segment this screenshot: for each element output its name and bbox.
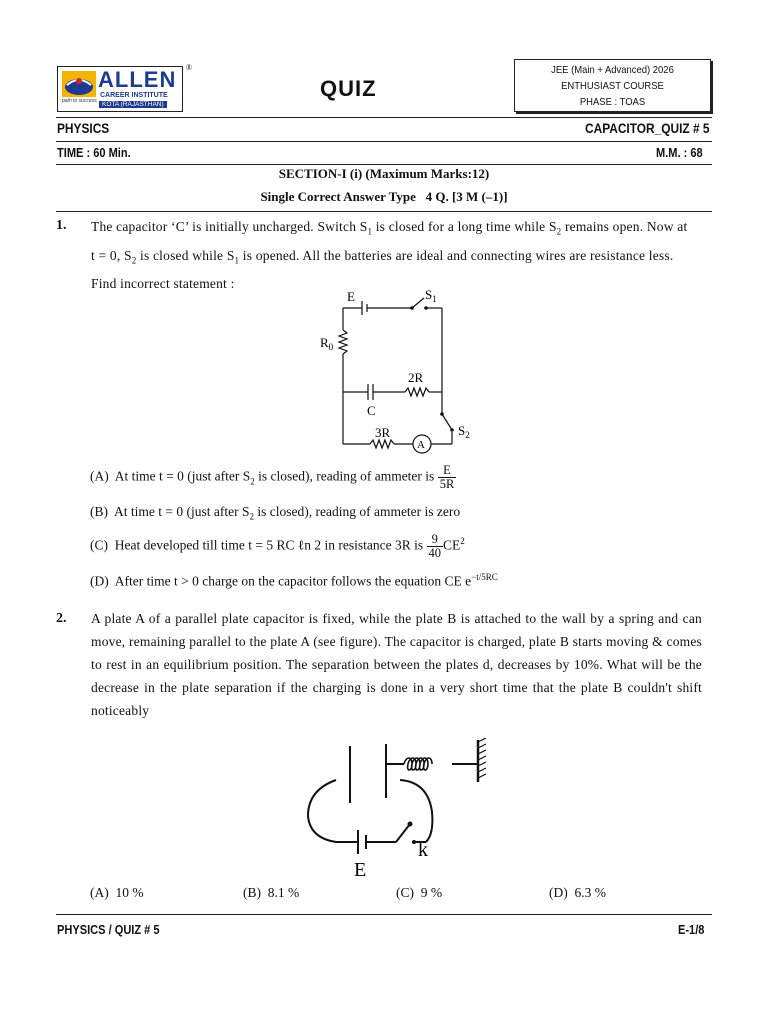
q1-option-c: (C) Heat developed till time t = 5 RC ℓn 2 in resistance 3R is $\frac{9}{40}$ $CE^2$ bbox=[90, 532, 465, 560]
max-marks-label: M.M. : 68 bbox=[656, 145, 703, 160]
fig1-label-3R: 3R bbox=[375, 425, 391, 440]
q2-option-b: (B) 8.1 % bbox=[243, 885, 300, 900]
fig1-label-2R: 2R bbox=[408, 370, 424, 385]
allen-emblem-icon bbox=[62, 71, 96, 97]
fig1-label-S2: $S_2$ bbox=[458, 423, 470, 440]
course-line-2: ENTHUSIAST COURSE bbox=[561, 80, 664, 92]
fig2-label-E: E bbox=[354, 859, 367, 880]
section-subtitle: Single Correct Answer Type 4 Q. [3 M (–1)] bbox=[260, 189, 508, 204]
logo-brand: ALLEN bbox=[98, 67, 177, 92]
fig1-ammeter-label: A bbox=[417, 439, 425, 451]
quiz-code: CAPACITOR_QUIZ # 5 bbox=[585, 120, 710, 136]
q2-option-c: (C) 9 % bbox=[396, 885, 443, 900]
header-divider-1 bbox=[56, 117, 712, 118]
page-title: QUIZ bbox=[320, 76, 377, 101]
footer-page-number: E-1/8 bbox=[678, 922, 705, 937]
allen-logo bbox=[57, 63, 192, 112]
fig1-label-R0: $R_0$ bbox=[320, 335, 334, 352]
course-line-1: JEE (Main + Advanced) 2026 bbox=[551, 64, 674, 76]
footer-left: PHYSICS / QUIZ # 5 bbox=[57, 922, 160, 937]
footer-divider bbox=[56, 914, 712, 915]
section-divider bbox=[56, 211, 712, 212]
course-line-3: PHASE : TOAS bbox=[579, 96, 646, 108]
q1-option-b: (B) At time t = 0 (just after $S_2$ is closed), reading of ammeter is zero bbox=[90, 504, 461, 522]
question-1-text: The capacitor ‘C’ is initially uncharged. Switch $S_1$ is closed for a long time while $S_2$ remains open. Now at t = 0, $S_2$ is closed while $S_1$ is opened. All the batteries are ideal and connecting wires are resistance less. Find incorrect statement : bbox=[91, 219, 688, 292]
logo-subtitle: CAREER INSTITUTE bbox=[100, 92, 168, 99]
header-divider-2 bbox=[56, 141, 712, 142]
logo-tagline: path to success bbox=[62, 98, 97, 104]
registered-mark: ® bbox=[185, 63, 192, 72]
question-2-number: 2. bbox=[56, 611, 67, 626]
header-divider-3 bbox=[56, 164, 712, 165]
fig2-label-k: k bbox=[418, 839, 428, 861]
fig1-label-S1: $S_1$ bbox=[425, 287, 437, 304]
question-2-text: A plate A of a parallel plate capacitor is fixed, while the plate B is attached to the wall by a spring and can move, remaining parallel to the plate A (see figure). The capacitor is charged, plate B starts moving & comes to rest in an equilibrium position. The separation between the plates d, decreases by 10%. What will be the decrease in the plate separation if the charging is done in a very short time that the plate B couldn't shift noticeably bbox=[91, 611, 702, 718]
q1-option-a: (A) At time t = 0 (just after $S_2$ is closed), reading of ammeter is $\frac{E}{5R}$ bbox=[90, 463, 455, 491]
q1-circuit-diagram bbox=[310, 284, 480, 456]
question-1-number: 1. bbox=[56, 218, 67, 233]
logo-location: KOTA (RAJASTHAN) bbox=[99, 101, 167, 108]
q1-option-d: (D) After time t > 0 charge on the capacitor follows the equation CE $e^{-t/5RC}$ bbox=[90, 572, 498, 589]
section-title: SECTION-I (i) (Maximum Marks:12) bbox=[278, 166, 490, 181]
q2-option-d: (D) 6.3 % bbox=[549, 885, 606, 900]
q2-option-a: (A) 10 % bbox=[90, 885, 144, 900]
time-label: TIME : 60 Min. bbox=[57, 145, 131, 160]
subject-label: PHYSICS bbox=[57, 120, 110, 136]
course-info-box bbox=[514, 59, 711, 112]
q2-capacitor-spring-diagram bbox=[300, 738, 500, 880]
fig1-label-C: C bbox=[367, 403, 376, 418]
fig1-label-E: E bbox=[347, 289, 355, 304]
